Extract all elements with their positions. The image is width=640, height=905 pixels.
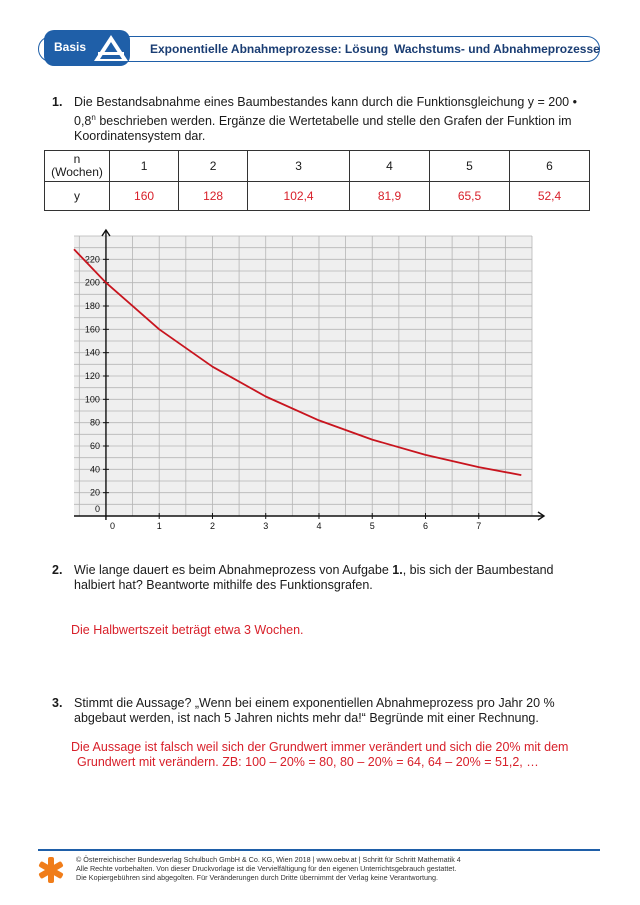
y-tick-label: 160 bbox=[84, 324, 100, 335]
table-cell-n: 1 bbox=[110, 151, 179, 182]
table-cell-y: 160 bbox=[110, 182, 179, 211]
q1-line3: Koordinatensystem dar. bbox=[74, 129, 206, 144]
table-cell-n: 4 bbox=[350, 151, 430, 182]
footer-line2: Alle Rechte vorbehalten. Von dieser Druckvorlage ist die Vervielfältigung für den eigenen Unterrichtsgebrauch gestattet. bbox=[76, 864, 457, 873]
y-tick-label: 40 bbox=[89, 464, 100, 475]
x-tick-label: 6 bbox=[422, 521, 428, 531]
publisher-logo-icon bbox=[38, 855, 64, 885]
x-tick-label: 4 bbox=[316, 521, 322, 531]
footer-divider bbox=[38, 849, 600, 851]
q1-exponent: n bbox=[91, 113, 96, 122]
worksheet-subject: Wachstums- und Abnahmeprozesse bbox=[394, 42, 600, 56]
y-tick-label: 140 bbox=[84, 347, 100, 358]
x-tick-label: 3 bbox=[263, 521, 269, 531]
q1-line2-rest: beschrieben werden. Ergänze die Wertetabelle und stelle den Grafen der Funktion im bbox=[95, 114, 572, 129]
y-tick-label: 180 bbox=[84, 301, 100, 311]
q2-line1-b: , bis sich der Baumbestand bbox=[402, 563, 554, 577]
q3-line1: Stimmt die Aussage? „Wenn bei einem exponentiellen Abnahmeprozess pro Jahr 20 % bbox=[74, 696, 555, 710]
y-tick-label: 120 bbox=[84, 371, 100, 381]
table-cell-y: 102,4 bbox=[248, 182, 350, 211]
table-cell-y: 52,4 bbox=[509, 182, 589, 211]
table-row-n bbox=[45, 151, 590, 182]
x-tick-label: 1 bbox=[156, 521, 162, 531]
table-row-y bbox=[45, 182, 590, 211]
worksheet-title: Exponentielle Abnahmeprozesse: Lösung bbox=[150, 42, 389, 56]
table-cell-y: 81,9 bbox=[350, 182, 430, 211]
table-header-n-unit: (Wochen) bbox=[51, 165, 103, 179]
q3-number: 3. bbox=[52, 696, 63, 710]
q2-number: 2. bbox=[52, 563, 63, 577]
q1-line1: Die Bestandsabnahme eines Baumbestandes kann durch die Funktionsgleichung y = 200 • bbox=[74, 95, 577, 109]
value-table bbox=[44, 150, 590, 211]
q3-line2: abgebaut werden, ist nach 5 Jahren nichts mehr da!“ Begründe mit einer Rechnung. bbox=[74, 711, 539, 725]
table-cell-y: 65,5 bbox=[430, 182, 510, 211]
q2-answer: Die Halbwertszeit beträgt etwa 3 Wochen. bbox=[71, 623, 304, 637]
q1-line2 bbox=[74, 110, 594, 129]
table-cell-y: 128 bbox=[179, 182, 248, 211]
y-tick-label: 0 bbox=[94, 504, 100, 514]
q3-answer-line1: Die Aussage ist falsch weil sich der Grundwert immer verändert und sich die 20% mit dem bbox=[71, 740, 569, 754]
q1-number: 1. bbox=[52, 95, 63, 109]
table-header-y: y bbox=[45, 182, 110, 211]
y-tick-label: 200 bbox=[84, 277, 100, 288]
exponential-decay-chart bbox=[60, 228, 550, 538]
q1-text bbox=[74, 95, 594, 144]
q2-text bbox=[74, 563, 594, 593]
table-header-n bbox=[45, 151, 110, 182]
x-tick-label: 2 bbox=[209, 521, 215, 531]
footer-line3: Die Kopiergebühren sind abgegolten. Für Veränderungen durch Dritte übernimmt der Verlag keine Verantwortung. bbox=[76, 873, 438, 882]
q2-line1-ref: 1. bbox=[392, 563, 403, 577]
table-header-n-label: n bbox=[73, 152, 81, 166]
y-tick-label: 100 bbox=[84, 394, 100, 405]
x-tick-label: 0 bbox=[109, 521, 115, 531]
footer-copyright bbox=[76, 855, 461, 882]
table-cell-n: 5 bbox=[430, 151, 510, 182]
level-badge-label: Basis bbox=[54, 40, 87, 54]
x-tick-label: 7 bbox=[476, 521, 482, 531]
q1-base: 0,8 bbox=[74, 114, 92, 129]
q2-line1 bbox=[74, 563, 594, 578]
table-cell-n: 3 bbox=[248, 151, 350, 182]
y-tick-label: 80 bbox=[89, 417, 100, 428]
q3-answer bbox=[71, 740, 611, 770]
q2-line1-a: Wie lange dauert es beim Abnahmeprozess von Aufgabe bbox=[74, 563, 393, 577]
x-tick-label: 5 bbox=[369, 521, 375, 531]
q3-text bbox=[74, 696, 594, 726]
q3-answer-line2: Grundwert mit verändern. ZB: 100 – 20% = 80, 80 – 20% = 64, 64 – 20% = 51,2, … bbox=[77, 755, 539, 769]
table-cell-n: 2 bbox=[179, 151, 248, 182]
y-tick-label: 220 bbox=[84, 254, 100, 265]
level-triangle-icon bbox=[92, 33, 130, 63]
y-tick-label: 60 bbox=[89, 441, 100, 451]
y-tick-label: 20 bbox=[89, 487, 100, 498]
footer-line1: © Österreichischer Bundesverlag Schulbuch GmbH & Co. KG, Wien 2018 | www.oebv.at | Schritt für Schritt Mathematik 4 bbox=[76, 855, 461, 864]
table-cell-n: 6 bbox=[509, 151, 589, 182]
q2-line2: halbiert hat? Beantworte mithilfe des Funktionsgrafen. bbox=[74, 578, 373, 592]
